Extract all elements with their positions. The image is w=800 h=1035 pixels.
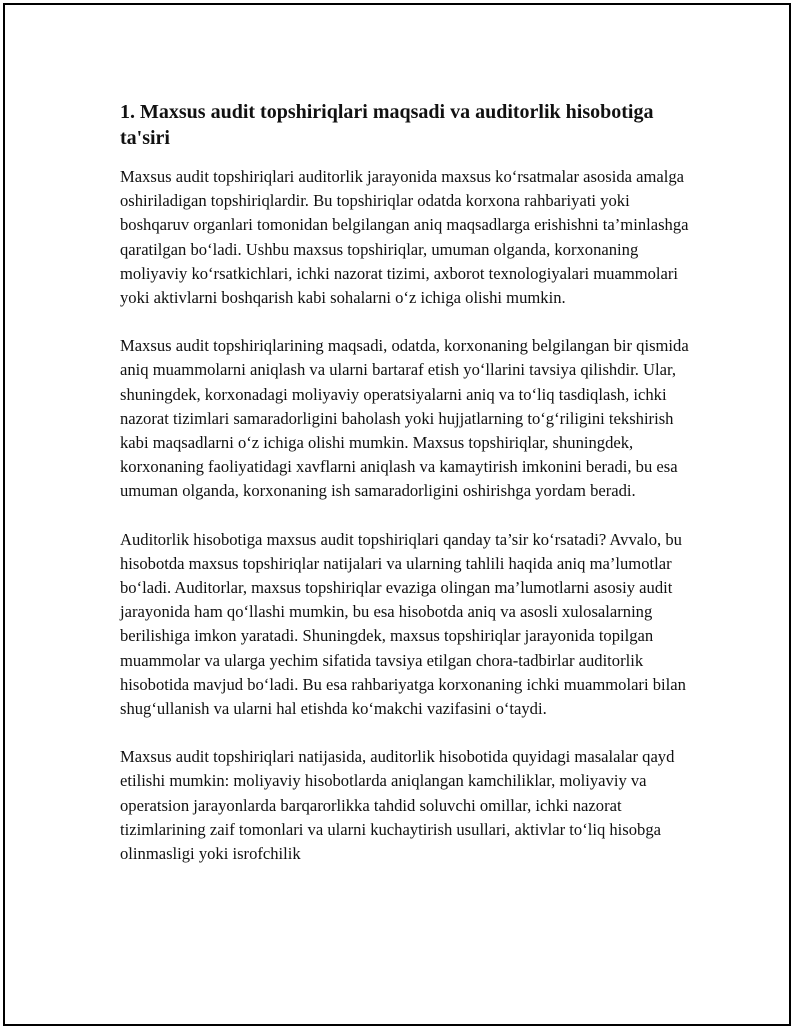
document-body bbox=[120, 99, 695, 890]
paragraph-2: Maxsus audit topshiriqlarining maqsadi, odatda, korxonaning belgilangan bir qismida aniq muammolarni aniqlash va ularni bartaraf etish yo‘llarini tavsiya qilishdir. Ular, shuningdek, korxonadagi moliyaviy operatsiyalarni aniq va to‘liq tasdiqlash, ichki nazorat tizimlari samaradorligini baholash yoki hujjatlarning to‘g‘riligini tekshirish kabi maqsadlarni o‘z ichiga olishi mumkin. Maxsus topshiriqlar, shuningdek, korxonaning faoliyatidagi xavflarni aniqlash va kamaytirish imkonini beradi, bu esa umuman olganda, korxonaning ish samaradorligini oshirishga yordam beradi. bbox=[120, 336, 689, 501]
paragraph-4: Maxsus audit topshiriqlari natijasida, auditorlik hisobotida quyidagi masalalar qayd etilishi mumkin: moliyaviy hisobotlarda aniqlangan kamchiliklar, moliyaviy va operatsion jarayonlarda barqarorlikka tahdid soluvchi omillar, ichki nazorat tizimlarining zaif tomonlari va ularni kuchaytirish usullari, aktivlar to‘liq hisobga olinmasligi yoki isrofchilik bbox=[120, 747, 675, 864]
paragraph-3: Auditorlik hisobotiga maxsus audit topshiriqlari qanday ta’sir ko‘rsatadi? Avvalo, bu hisobotda maxsus topshiriqlar natijalari va ularning tahlili haqida aniq ma’lumotlar bo‘ladi. Auditorlar, maxsus topshiriqlar evaziga olingan ma’lumotlarni asosiy audit jarayonida ham qo‘llashi mumkin, bu esa hisobotda aniq va asosli xulosalarning berilishiga imkon yaratadi. Shuningdek, maxsus topshiriqlar jarayonida topilgan muammolar va ularga yechim sifatida tavsiya etilgan chora-tadbirlar auditorlik hisobotida mavjud bo‘ladi. Bu esa rahbariyatga korxonaning ichki muammolari bilan shug‘ullanish va ularni hal etishda ko‘makchi vazifasini o‘taydi. bbox=[120, 529, 686, 719]
section-title: 1. Maxsus audit topshiriqlari maqsadi va auditorlik hisobotiga ta'siri bbox=[120, 101, 654, 149]
paragraph-1: Maxsus audit topshiriqlari auditorlik jarayonida maxsus ko‘rsatmalar asosida amalga oshiriladigan topshiriqlardir. Bu topshiriqlar odatda korxona rahbariyati yoki boshqaruv organlari tomonidan belgilangan aniq maqsadlarga erishishni ta’minlashga qaratilgan bo‘ladi. Ushbu maxsus topshiriqlar, umuman olganda, korxonaning moliyaviy ko‘rsatkichlari, ichki nazorat tizimi, axborot texnologiyalari muammolari yoki aktivlarni boshqarish kabi sohalarni o‘z ichiga olishi mumkin. bbox=[120, 167, 689, 308]
page-frame bbox=[3, 3, 791, 1026]
